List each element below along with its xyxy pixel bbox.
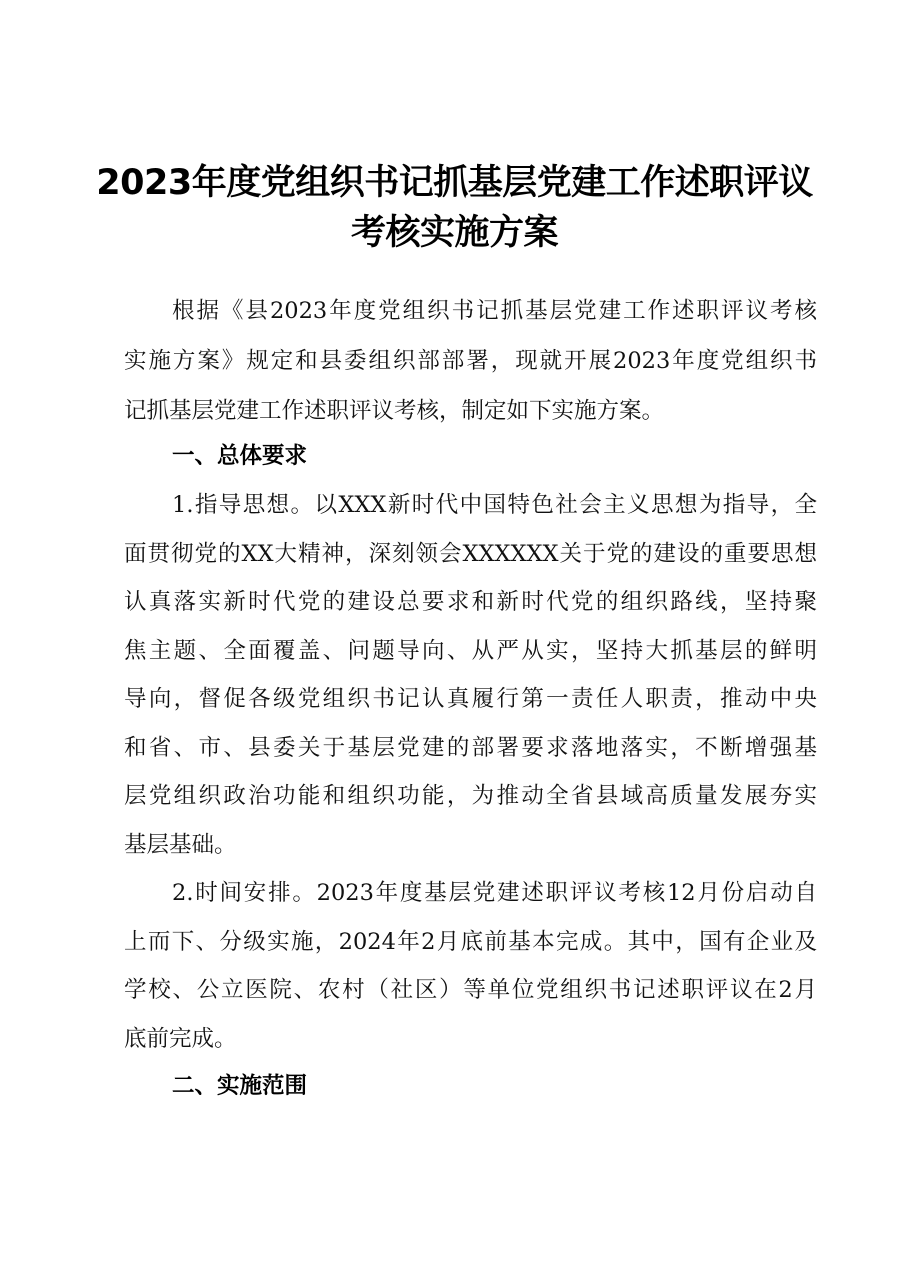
item1-line: 和省、市、县委关于基层党建的部署要求落地落实，不断增强基: [124, 735, 817, 761]
item2-line: 上而下、分级实施，2024年2月底前基本完成。其中，国有企业及: [124, 929, 817, 955]
document-title-line-2: 考核实施方案: [350, 213, 558, 253]
item1-line: 导向，督促各级党组织书记认真履行第一责任人职责，推动中央: [124, 686, 817, 712]
intro-line: 实施方案》规定和县委组织部部署，现就开展2023年度党组织书: [124, 348, 817, 374]
item1-line: 1.指导思想。以XXX新时代中国特色社会主义思想为指导，全: [172, 492, 817, 518]
item2-line: 学校、公立医院、农村（社区）等单位党组织书记述职评议在2月: [124, 977, 817, 1003]
item1-line: 认真落实新时代党的建设总要求和新时代党的组织路线，坚持聚: [124, 589, 817, 615]
document-title-line-1: 2023年度党组织书记抓基层党建工作述职评议: [96, 163, 813, 203]
item1-line: 层党组织政治功能和组织功能，为推动全省县域高质量发展夯实: [124, 783, 817, 809]
item1-line: 面贯彻党的XX大精神，深刻领会XXXXXX关于党的建设的重要思想: [124, 541, 817, 567]
item2-line: 2.时间安排。2023年度基层党建述职评议考核12月份启动自: [172, 880, 817, 906]
intro-line: 记抓基层党建工作述职评议考核，制定如下实施方案。: [124, 398, 665, 424]
section-heading-scope: 二、实施范围: [172, 1073, 308, 1099]
item2-line: 底前完成。: [124, 1026, 237, 1052]
section-heading-overall-requirements: 一、总体要求: [172, 443, 308, 469]
item1-line: 基层基础。: [124, 832, 237, 858]
item1-line: 焦主题、全面覆盖、问题导向、从严从实，坚持大抓基层的鲜明: [124, 638, 817, 664]
intro-line: 根据《县2023年度党组织书记抓基层党建工作述职评议考核: [172, 298, 817, 324]
